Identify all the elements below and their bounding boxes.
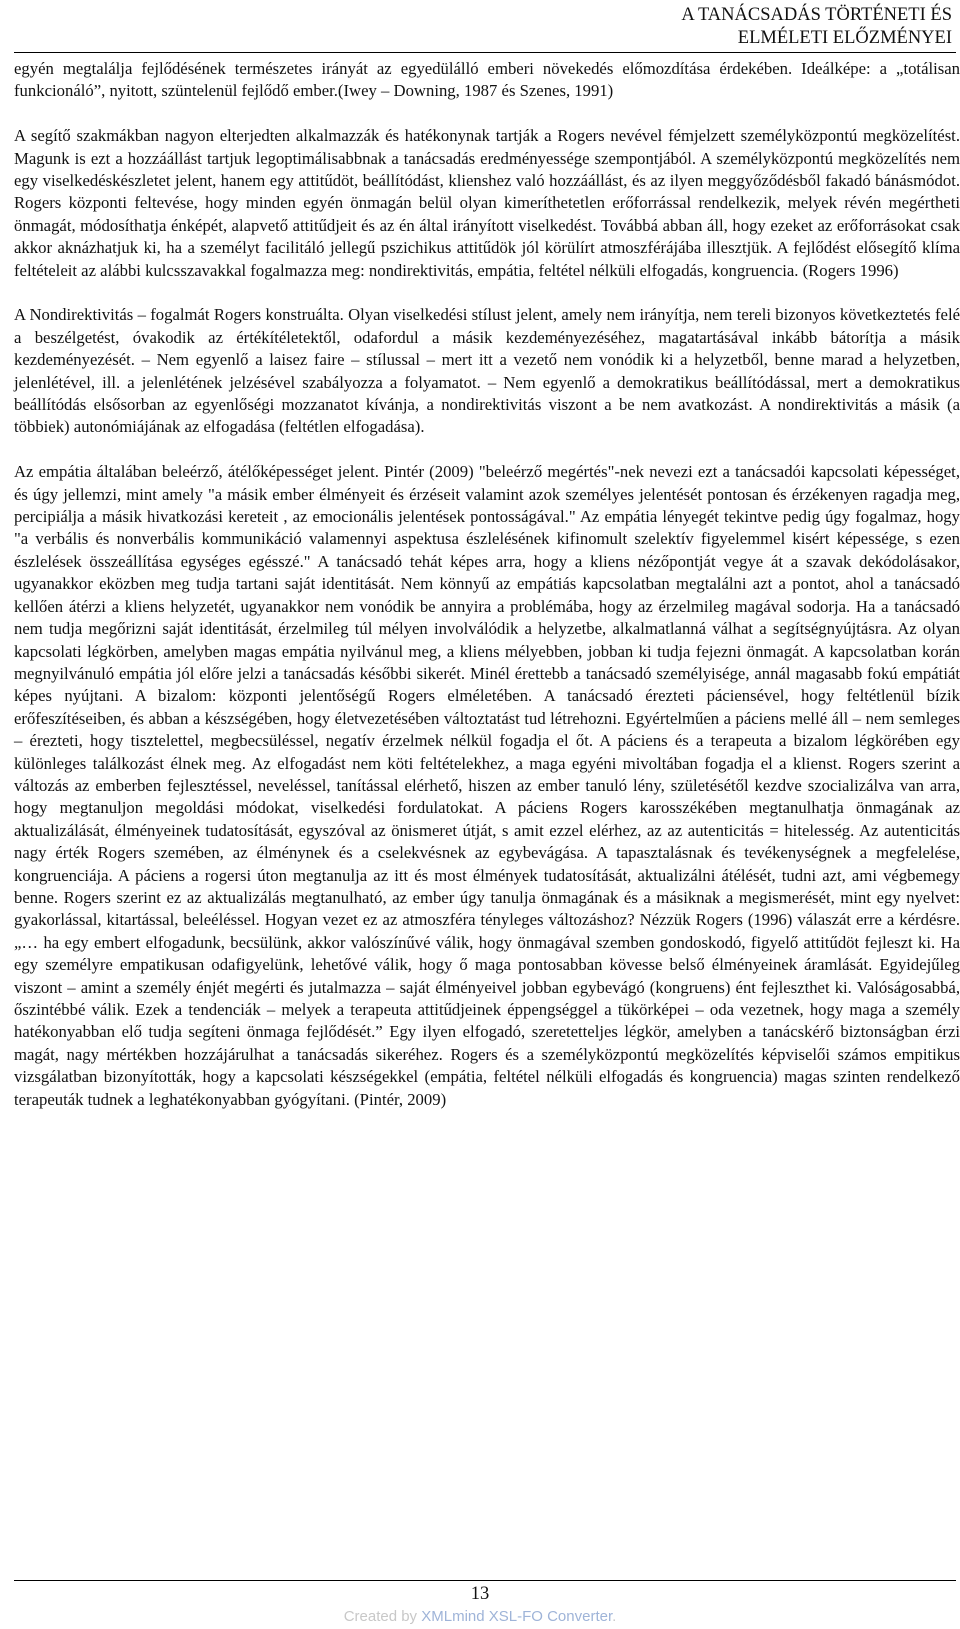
generator-brand-link[interactable]: XMLmind XSL-FO Converter xyxy=(421,1608,613,1625)
paragraph-empathy: Az empátia általában beleérző, átélőképességet jelent. Pintér (2009) "beleérző megértés"-nek nevezi ezt a tanácsadói kapcsolati képességet, és úgy jellemzi, mint amely "a másik ember élményeit és érzéseit valamint azok személyes jelentését pontosan és érzékenyen ragadja meg, percipiálja a másik hivatkozási kereteit , az emocionális jelentések pontosságával." Az empátia lényegét tekintve pedig úgy fogalmaz, hogy "a verbális és nonverbális kommunikáció valamennyi aspektusa észlelésének kifinomult szelektív figyelemmel kisért képessége, s ezen észlelések összeállítása egységes egésszé." A tanácsadó tehát képes arra, hogy a kliens nézőpontját vegye át a szavak dekódolásakor, ugyanakkor eközben meg tudja tartani saját identitását. Nem könnyű az empátiás kapcsolatban megtalálni azt a pontot, ahol a tanácsadó kellően átérzi a kliens helyzetét, ugyanakkor nem vonódik be annyira a problémába, hogy az érzelmileg magával sodorja. Ha a tanácsadó nem tudja megőrizni saját identitását, érzelmileg túl mélyen involválódik a helyzetbe, alkalmatlanná válhat a segítségnyújtásra. Az olyan kapcsolati légkörben, amelyben magas empátia nyilvánul meg, a kliens mélyebben, jobban ki tudja fejezni önmagát. A kapcsolatban korán megnyilvánuló empátia jól előre jelzi a tanácsadás későbbi sikerét. Minél érettebb a tanácsadó személyisége, annál magasabb fokú empátiát képes nyújtani. A bizalom: központi jelentőségű Rogers elméletében. A tanácsadó érezteti páciensével, hogy feltétlenül bízik erőfeszítéseiben, és abban a készségében, hogy életvezetésében változtatást tud létrehozni. Egyértelműen a páciens mellé áll – nem semleges – érezteti, hogy tisztelettel, megbecsüléssel, negatív érzelmek nélkül fogadja el őt. A páciens és a terapeuta a bizalom légkörében egy különleges találkozást élnek meg. Az elfogadást nem köti feltételekhez, a maga egyéni mivoltában fogadja el a klienst. Rogers szerint a változás az emberben fejlesztéssel, neveléssel, tanítással elérhető, hiszen az ember tanuló lény, születésétől kezdve szocializálva van arra, hogy megtanuljon megoldási módokat, viselkedési fordulatokat. A páciens Rogers karosszékében megtanulhatja önmagának az aktualizálását, élményeinek tudatosítását, egyszóval az önismeret útját, s amit ezzel elérhez, az az autenticitás = hitelesség. Az autenticitás nagy érték Rogers szemében, az élménynek és a cselekvésnek az egybevágása. A tapasztalásnak és tevékenységnek a megfelelése, kongruenciája. A páciens a rogersi úton megtanulja az itt és most élmények tudatosítását, aktualizálni átélését, tudni azt, ami végbemegy benne. Rogers szerint ez az aktualizálás megtanulható, az ember úgy tanulja önmagának és a másiknak a megismerését, mint egy nyelvet: gyakorlással, kitartással, beleéléssel. Hogyan vezet ez az atmoszféra tényleges változáshoz? Nézzük Rogers (1996) válaszát erre a kérdésre. „… ha egy embert elfogadunk, becsülünk, akkor valószínűvé válik, hogy önmagával szemben gondoskodó, figyelő attitűdöt fejleszt ki. Ha egy személyre empatikusan odafigyelünk, lehetővé válik, hogy ő maga pontosabban kövesse belső élményeinek áramlását. Egyidejűleg viszont – amint a személy énjét megérti és jutalmazza – saját élményeivel jobban egybevágó (kongruens) ént fejleszthet ki. Valóságosabbá, őszintébbé válik. Ezek a tendenciák – melyek a terapeuta attitűdjeinek éppengséggel a tükörképei – oda vezetnek, hogy maga a személy hatékonyabban elő tudja segíteni önmaga fejlődését.” Egy ilyen elfogadó, szeretetteljes légkör, amelyben a tanácskérő biztonságban érzi magát, nagy mértékben hozzájárulhat a tanácsadás sikeréhez. Rogers és a személyközpontú megközelítés képviselői számos empitikus vizsgálatban bizonyították, hogy a kapcsolati készségekkel (empátia, feltétel nélküli elfogadás és kongruencia) magas szinten rendelkező terapeuták tudnek a leghatékonyabban gyógyítani. (Pintér, 2009) xyxy=(14,462,960,1109)
page-number: 13 xyxy=(470,1584,490,1604)
header-line-1: A TANÁCSADÁS TÖRTÉNETI ÉS xyxy=(681,5,952,25)
page-header xyxy=(0,4,952,50)
header-line-2: ELMÉLETI ELŐZMÉNYEI xyxy=(737,28,952,48)
document-body xyxy=(14,58,960,1111)
generator-prefix: Created by xyxy=(343,1608,422,1625)
paragraph-person-centered-approach: A segítő szakmákban nagyon elterjedten alkalmazzák és hatékonynak tartják a Rogers nevével fémjelzett személyközpontú megközelítést. Magunk is ezt a hozzáállást tartjuk legoptimálisabbnak a tanácsadás eredményessége szempontjából. A személyközpontú megközelítés nem egy viselkedéskészletet jelent, hanem egy attitűdöt, beállítódást, klienshez való hozzáállást, és az ilyen meggyőződésből fakadó bánásmódot. Rogers központi feltevése, hogy minden egyén önmagán belül olyan kimeríthetetlen erőforrással rendelkezik, melyek révén megértheti önmagát, módosíthatja énképét, alapvető attitűdjeit és az én által irányított viselkedést. Továbbá abban áll, hogy ezeket az erőforrásokat csak akkor aknázhatjuk ki, ha a személyt facilitáló jellegű pszichikus attitűdök jól körülírt atmoszférájába illesztjük. A fejlődést elősegítő klíma feltételeit az alábbi kulcsszavakkal fogalmazza meg: nondirektivitás, empátia, feltétel nélküli elfogadás, kongruencia. (Rogers 1996) xyxy=(14,126,960,280)
generator-suffix: . xyxy=(612,1608,617,1625)
generator-credit xyxy=(0,1607,960,1627)
footer-rule xyxy=(14,1580,956,1581)
header-rule xyxy=(14,52,956,53)
paragraph-continuation: egyén megtalálja fejlődésének természetes irányát az egyedülálló emberi növekedés előmozdítása érdekében. Ideálképe: a „totálisan funkcionáló”, nyitott, szüntelenül fejlődő ember.(Iwey – Downing, 1987 és Szenes, 1991) xyxy=(14,59,960,101)
paragraph-nondirectivity: A Nondirektivitás – fogalmát Rogers konstruálta. Olyan viselkedési stílust jelent, amely nem irányítja, nem tereli bizonyos következtetés felé a beszélgetést, óvakodik az értékítéletektől, odafordul a másik kezdeményezéséhez, magatartásával inkább bátorítja a másik kezdeményezését. – Nem egyenlő a laisez faire – stílussal – mert itt a vezető nem vonódik ki a helyzetből, benne marad a helyzetben, jelenlétével, ill. a jelenlétének jelzésével szabályozza a folyamatot. – Nem egyenlő a demokratikus beállítódással, mert a demokratikus beállítódás elsősorban az egyenlőségi mozzanatot kívánja, a nondirektivitás viszont a be nem avatkozást. A nondirektivitás a másik (a többiek) autonómiájának az elfogadása (feltétlen elfogadása). xyxy=(14,305,960,437)
